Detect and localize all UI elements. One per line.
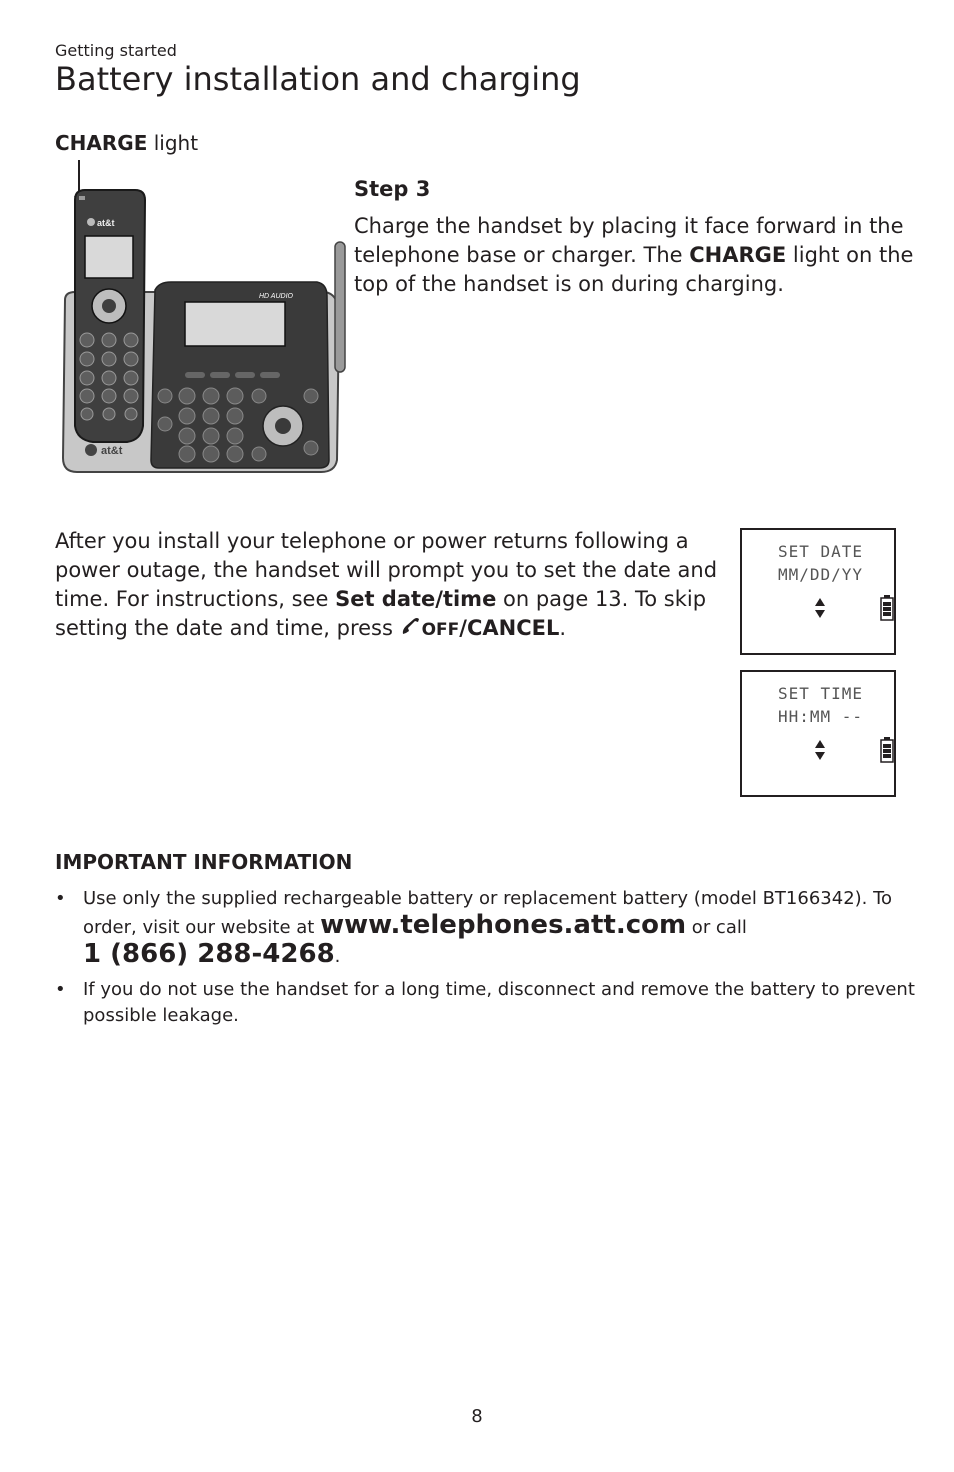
- important-title: IMPORTANT INFORMATION: [55, 850, 353, 874]
- bullet-2-text: If you do not use the handset for a long time, disconnect and remove the battery to prevent possible leakage.: [83, 979, 915, 1026]
- intro-text-3: .: [559, 616, 567, 640]
- step-description: [354, 212, 914, 299]
- handset-nav-center: [102, 299, 116, 313]
- intro-text-1: After you install your telephone or power returns following a power outage, the handset will prompt you to set the date and time. For instructions, see: [55, 529, 718, 611]
- bullet-dot: •: [55, 888, 66, 909]
- base-antenna: [335, 242, 345, 372]
- step-bold: CHARGE: [689, 243, 787, 267]
- page-number: 8: [471, 1406, 483, 1427]
- battery-icon: [880, 736, 894, 764]
- lcd-screen-date: [740, 528, 896, 655]
- bullet-battery: [55, 886, 915, 970]
- lcd-date-line2: MM/DD/YY: [778, 565, 864, 584]
- step-title: Step 3: [354, 177, 431, 201]
- bullet-1-text: [83, 886, 915, 970]
- intro-link-bold: Set date/time: [335, 587, 497, 611]
- base-badge: HD AUDIO: [259, 293, 293, 300]
- phone-illustration: [55, 160, 355, 480]
- step-text-1: Charge the handset by placing it face forward in the telephone base or charger. The: [354, 214, 904, 267]
- handset-charge-light: [79, 196, 85, 200]
- bullet-1-part-a: Use only the supplied rechargeable battery or replacement battery (model BT166342). To order, visit our website at: [83, 888, 893, 938]
- scroll-updown-icon: [814, 596, 826, 620]
- charge-label-rest: light: [147, 131, 199, 155]
- handset-brand: at&t: [97, 218, 115, 228]
- step-text-2: light on the top of the handset is on during charging.: [354, 243, 914, 296]
- website-link[interactable]: www.telephones.att.com: [320, 910, 687, 940]
- page-title: Battery installation and charging: [55, 60, 581, 98]
- handset-globe-icon: [87, 218, 95, 226]
- phone-number: 1 (866) 288-4268: [83, 939, 335, 969]
- scroll-updown-icon: [814, 738, 826, 762]
- bullet-1-part-b: or call: [686, 917, 747, 938]
- base-brand: at&t: [101, 445, 123, 457]
- key-cancel: /CANCEL: [459, 616, 560, 640]
- intro-paragraph: [55, 527, 745, 645]
- bullet-dot: •: [55, 979, 66, 1000]
- lcd-date-line1: SET DATE: [778, 542, 864, 561]
- charge-light-label: [55, 131, 198, 155]
- base-nav-center: [275, 418, 291, 434]
- bullet-leakage: [55, 977, 915, 1029]
- phone-handset-icon: [400, 616, 422, 638]
- base-globe-icon: [85, 444, 97, 456]
- section-label: Getting started: [55, 41, 177, 60]
- key-off: OFF: [421, 620, 460, 640]
- lcd-screen-time: [740, 670, 896, 797]
- battery-icon: [880, 594, 894, 622]
- handset-display: [85, 236, 133, 278]
- intro-text-2: on page 13. To skip setting the date and time, press: [55, 587, 707, 640]
- bullet-1-end: .: [334, 946, 341, 967]
- lcd-time-line2: HH:MM --: [778, 707, 864, 726]
- lcd-time-line1: SET TIME: [778, 684, 864, 703]
- base-display: [185, 302, 285, 346]
- charge-label-bold: CHARGE: [55, 131, 148, 155]
